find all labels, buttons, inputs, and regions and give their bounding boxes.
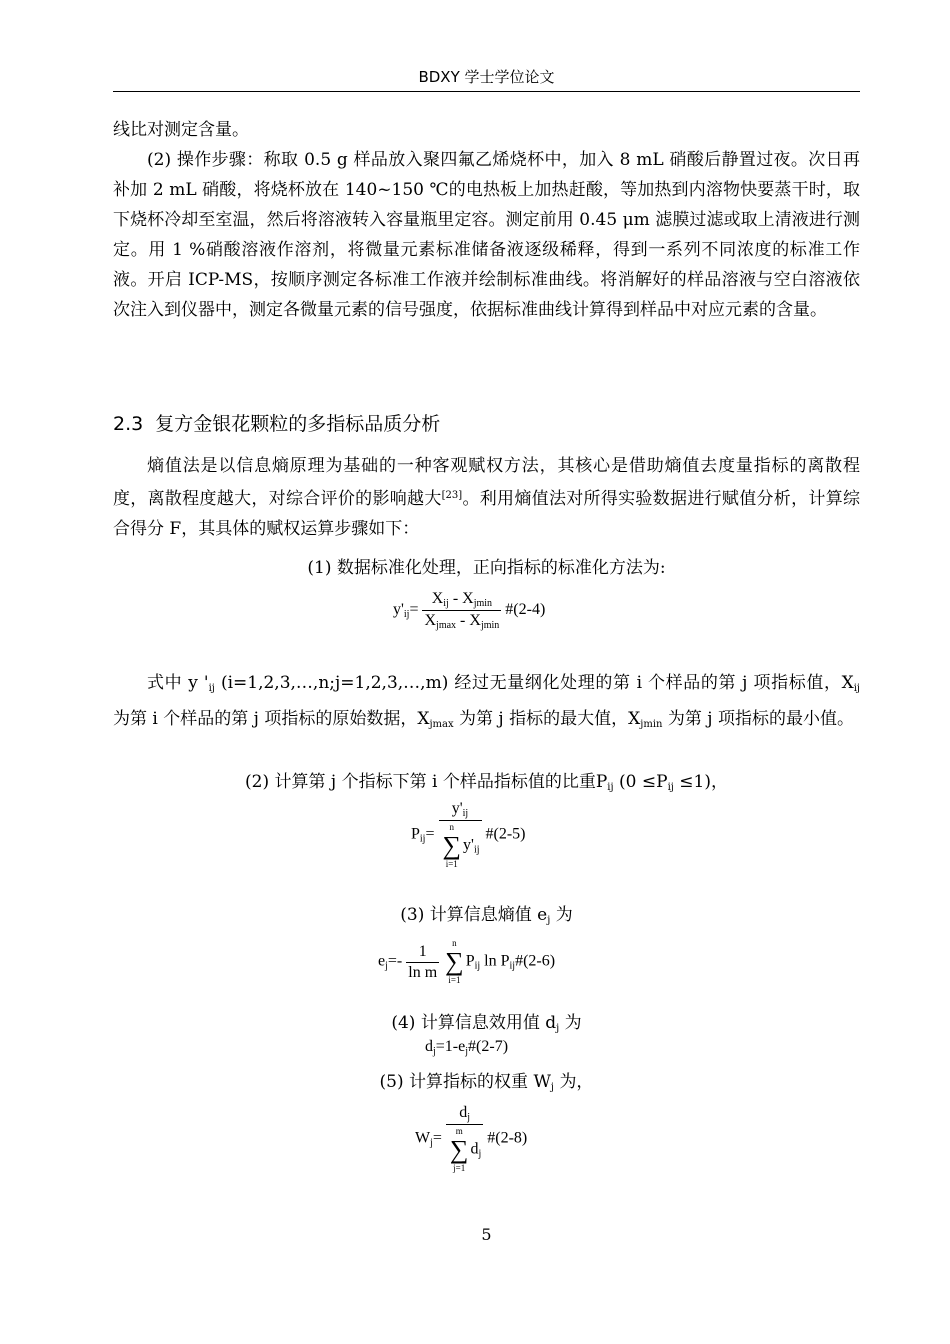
equation-tag: #(2-7)	[468, 1038, 509, 1055]
header-rule	[113, 91, 860, 92]
fraction: $\frac{X_{ij} - X_{jmin}}{X_{jmax} - X_{jmin}}$	[424, 590, 500, 631]
step-1: (1) 数据标准化处理，正向指标的标准化方法为:	[307, 558, 666, 578]
body-block-explain	[113, 668, 860, 740]
section-heading	[113, 408, 860, 440]
summation-icon: n ∑ i=1	[442, 822, 462, 869]
equation-tag: #(2-4)	[505, 601, 546, 619]
step-5: (5) 计算指标的权重 $W_j$ 为，	[379, 1072, 594, 1093]
section-title: 复方金银花颗粒的多指标品质分析	[155, 413, 441, 435]
entropy-intro-part1: 熵值法是以信息熵原理为基础的一种客观赋权方法，其核心是借助熵值去度量指标的离散程度，离散程度越大，对综合评价的影响越大	[113, 456, 860, 509]
formula-2-6: $e_j=-$ $\frac{1}{\text{ln m}}$ n ∑ i=1 $P_{ij}$ $\ln P_{ij}\#(2-6)$	[378, 938, 556, 985]
paragraph-continuation: 线比对测定含量。	[113, 120, 249, 140]
paragraph-entropy-intro	[113, 451, 860, 544]
step-4: (4) 计算信息效用值 $d_j$ 为	[391, 1013, 582, 1034]
section-number: 2.3	[113, 413, 144, 435]
step-3: (3) 计算信息熵值 $e_j$ 为	[400, 905, 573, 926]
formula-2-8: $W_j=$ $d_j$ m ∑ j=1 $d_j$ #(2-8)	[415, 1104, 528, 1173]
page-number: 5	[481, 1225, 492, 1244]
formula-2-4: $y'_{ij}=$ $\frac{X_{ij} - X_{jmin}}{X_{jmax} - X_{jmin}}$ #(2-4)	[393, 590, 546, 631]
equation-tag: #(2-8)	[487, 1129, 528, 1147]
var-y: y	[393, 601, 401, 619]
summation-icon: m ∑ j=1	[449, 1126, 469, 1173]
fraction: $y'_{ij}$ n ∑ i=1 $y'_{ij}$	[439, 800, 482, 870]
formula-2-7: $d_j=1-e_j\#(2-7)$	[425, 1038, 509, 1057]
page-header: BDXY 学士学位论文	[418, 68, 555, 86]
summation-icon: n ∑ i=1	[445, 938, 464, 985]
equation-tag: #(2-5)	[485, 825, 526, 843]
paragraph-procedure: (2) 操作步骤：称取 0.5 g 样品放入聚四氟乙烯烧杯中，加入 8 mL 硝酸后静置过夜。次日再补加 2 mL 硝酸，将烧杯放在 140~150 ℃的电热板上加热赶酸，等加热到内溶物快要蒸干时，取下烧杯冷却至室温，然后将溶液转入容量瓶里定容。测定前用 0.45 μm 滤膜过滤或取上清液进行测定。用 1 %硝酸溶液作溶剂，将微量元素标准储备液逐级稀释，得到一系列不同浓度的标准工作液。开启 ICP-MS，按顺序测定各标准工作液并绘制标准曲线。将消解好的样品溶液与空白溶液依次注入到仪器中，测定各微量元素的信号强度，依据标准曲线计算得到样品中对应元素的含量。	[113, 150, 860, 320]
citation: [23]	[441, 490, 463, 501]
fraction: $d_j$ m ∑ j=1 $d_j$	[446, 1104, 483, 1174]
step-2: (2) 计算第 j 个指标下第 i 个样品指标值的比重$P_{ij}$ $(0 \le P_{ij} \le 1)$，	[245, 772, 728, 793]
body-block-top	[113, 115, 860, 325]
paragraph-explain: 式中 y '$_{ij}$ (i=1,2,3,…,n;j=1,2,3,…,m) 经过无量纲化处理的第 i 个样品的第 j 项指标值，$X_{ij}$ 为第 i 个样品的第 j 项指标的原始数据，$X_{jmax}$ 为第 j 指标的最大值，$X_{jmin}$ 为第 j 项指标的最小值。	[113, 673, 861, 730]
equation-tag: #(2-6)	[515, 952, 556, 970]
formula-2-5: $P_{ij}=$ $y'_{ij}$ n ∑ i=1 $y'_{ij}$ #(2-5)	[411, 800, 526, 869]
entropy-intro-part2: 。利用熵值法对所得实验数据进行赋值分析，计算综合得分 F，其具体的赋权运算步骤如下：	[113, 489, 860, 539]
fraction: $\frac{1}{\text{ln m}}$	[408, 942, 438, 981]
body-block-entropy	[113, 451, 860, 544]
